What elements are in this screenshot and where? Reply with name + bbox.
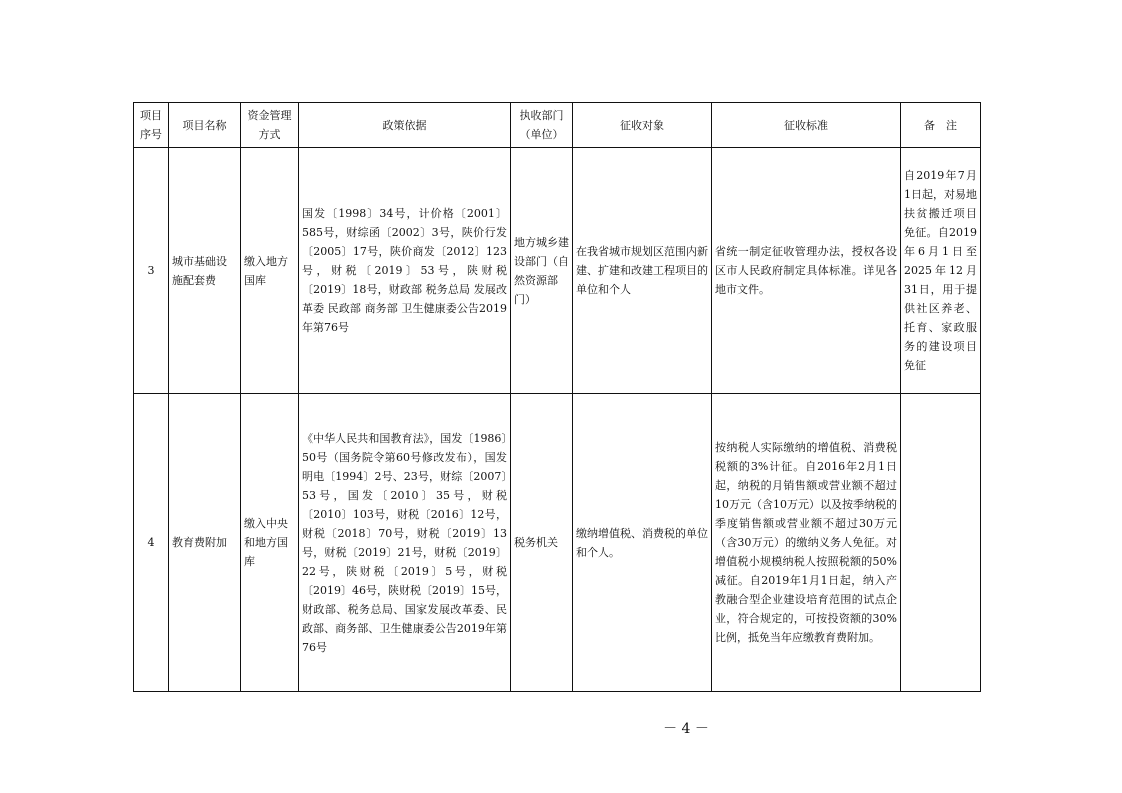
header-name: 项目名称 [169, 103, 241, 148]
row-name: 城市基础设施配套费 [169, 148, 241, 394]
header-seq: 项目 序号 [134, 103, 169, 148]
row-name: 教育费附加 [169, 394, 241, 692]
table-row [134, 148, 981, 394]
header-remark: 备 注 [901, 103, 981, 148]
row-remark: 自2019年7月1日起，对易地扶贫搬迁项目免征。自2019年6月1日至2025年12月31日，用于提供社区养老、托育、家政服务的建设项目免征 [901, 148, 981, 394]
row-mgmt: 缴入中央和地方国库 [241, 394, 299, 692]
header-standard: 征收标准 [712, 103, 901, 148]
row-remark [901, 394, 981, 692]
row-dept: 地方城乡建设部门（自然资源部门） [511, 148, 573, 394]
row-basis: 《中华人民共和国教育法》，国发〔1986〕50号（国务院令第60号修改发布），国发明电〔1994〕2号、23号，财综〔2007〕53号，国发〔2010〕35号，财税〔2010〕103号，财税〔2016〕12号，财税〔2018〕70号，财税〔2019〕13号，财税〔2019〕21号，财税〔2019〕22号，陕财税〔2019〕5号，财税〔2019〕46号，陕财税〔2019〕15号，财政部、税务总局、国家发展改革委、民政部、商务部、卫生健康委公告2019年第76号 [299, 394, 511, 692]
header-basis: 政策依据 [299, 103, 511, 148]
row-seq: 3 [134, 148, 169, 394]
header-row [134, 103, 981, 148]
row-dept: 税务机关 [511, 394, 573, 692]
page-number: － 4 － [663, 721, 709, 737]
row-mgmt: 缴入地方国库 [241, 148, 299, 394]
row-standard: 按纳税人实际缴纳的增值税、消费税税额的3%计征。自2016年2月1日起，纳税的月销售额或营业额不超过10万元（含10万元）以及按季纳税的季度销售额或营业额不超过30万元（含30万元）的缴纳义务人免征。对增值税小规模纳税人按照税额的50%减征。自2019年1月1日起，纳入产教融合型企业建设培育范围的试点企业，符合规定的，可按投资额的30%比例，抵免当年应缴教育费附加。 [712, 394, 901, 692]
header-mgmt: 资金管理 方式 [241, 103, 299, 148]
header-dept: 执收部门 （单位） [511, 103, 573, 148]
row-seq: 4 [134, 394, 169, 692]
table-row [134, 394, 981, 692]
row-basis: 国发〔1998〕34号，计价格〔2001〕585号，财综函〔2002〕3号，陕价行发〔2005〕17号，陕价商发〔2012〕123号，财税〔2019〕53号，陕财税〔2019〕18号，财政部 税务总局 发展改革委 民政部 商务部 卫生健康委公告2019年第76号 [299, 148, 511, 394]
header-target: 征收对象 [573, 103, 712, 148]
row-target: 在我省城市规划区范围内新建、扩建和改建工程项目的单位和个人 [573, 148, 712, 394]
row-target: 缴纳增值税、消费税的单位和个人。 [573, 394, 712, 692]
fee-table [133, 102, 981, 692]
row-standard: 省统一制定征收管理办法，授权各设区市人民政府制定具体标准。详见各地市文件。 [712, 148, 901, 394]
